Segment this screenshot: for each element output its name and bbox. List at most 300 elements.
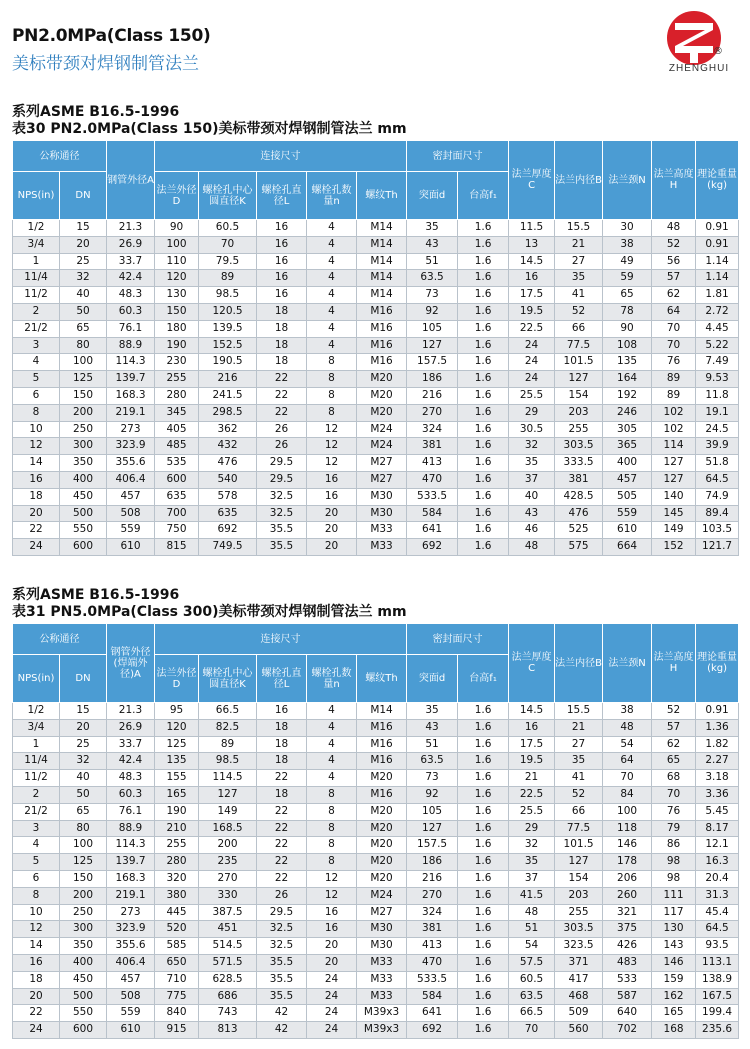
table-cell: 35 [555, 753, 603, 770]
table-cell: 76 [652, 354, 696, 371]
table-cell: 70 [603, 770, 652, 787]
table-cell: 270 [199, 870, 257, 887]
table-cell: 20.4 [696, 870, 739, 887]
table-cell: 32 [60, 270, 107, 287]
table-cell: 216 [407, 387, 458, 404]
table-cell: 468 [555, 988, 603, 1005]
table-cell: 203 [555, 404, 603, 421]
table-cell: 101.5 [555, 837, 603, 854]
table-cell: 381 [407, 438, 458, 455]
table-cell: M24 [357, 887, 407, 904]
table-cell: 400 [603, 455, 652, 472]
table-cell: 1.6 [458, 354, 509, 371]
table-cell: 165 [155, 786, 199, 803]
table-cell: 1.6 [458, 303, 509, 320]
table-cell: 22 [257, 870, 307, 887]
table-cell: 154 [555, 870, 603, 887]
table-cell: 121.7 [696, 539, 739, 556]
table-cell: 305 [603, 421, 652, 438]
table-cell: 1 [13, 253, 60, 270]
table-row [13, 220, 739, 237]
table-cell: 77.5 [555, 337, 603, 354]
table-cell: 5.22 [696, 337, 739, 354]
table-cell: 24.5 [696, 421, 739, 438]
table-row [13, 803, 739, 820]
table-cell: 33.7 [107, 253, 155, 270]
table-cell: 255 [155, 837, 199, 854]
table-cell: 150 [60, 870, 107, 887]
table-cell: 20 [60, 236, 107, 253]
table-cell: 3.36 [696, 786, 739, 803]
table-row [13, 354, 739, 371]
table-cell: 280 [155, 854, 199, 871]
table-cell: 24 [509, 354, 555, 371]
table-cell: 63.5 [509, 988, 555, 1005]
table-cell: 1.6 [458, 938, 509, 955]
table-cell: 813 [199, 1022, 257, 1039]
table-cell: 48 [603, 719, 652, 736]
table-cell: 1.6 [458, 971, 509, 988]
table-cell: 14.5 [509, 703, 555, 720]
table-cell: 120 [155, 719, 199, 736]
table-cell: 150 [155, 303, 199, 320]
table-cell: 65 [652, 753, 696, 770]
table-cell: 1.6 [458, 421, 509, 438]
table-cell: 42 [257, 1022, 307, 1039]
table-cell: 255 [155, 371, 199, 388]
table-row [13, 703, 739, 720]
table-cell: 509 [555, 1005, 603, 1022]
table-cell: 157.5 [407, 354, 458, 371]
table-cell: 12 [13, 438, 60, 455]
table-cell: 11/2 [13, 770, 60, 787]
table-cell: 33.7 [107, 736, 155, 753]
th-pipe-od: 钢管外径(焊端外径)A [107, 624, 155, 703]
th-nps: NPS(in) [13, 172, 60, 220]
table-cell: 1/2 [13, 703, 60, 720]
table-row [13, 1022, 739, 1039]
table-cell: 80 [60, 820, 107, 837]
table-cell: 125 [60, 854, 107, 871]
table-cell: M33 [357, 522, 407, 539]
table-row [13, 287, 739, 304]
table-cell: 578 [199, 488, 257, 505]
table-cell: 210 [155, 820, 199, 837]
table-cell: 20 [307, 539, 357, 556]
table-cell: 130 [652, 921, 696, 938]
table-cell: 559 [107, 1005, 155, 1022]
table-cell: 54 [603, 736, 652, 753]
table-cell: 1.6 [458, 1005, 509, 1022]
table-cell: 48 [652, 220, 696, 237]
table-cell: 8 [13, 887, 60, 904]
table-cell: 26 [257, 887, 307, 904]
table-cell: 10 [13, 421, 60, 438]
table-cell: 230 [155, 354, 199, 371]
table-cell: 1.6 [458, 887, 509, 904]
table-cell: 219.1 [107, 887, 155, 904]
table-cell: 66 [555, 803, 603, 820]
table-cell: 4.45 [696, 320, 739, 337]
table-cell: 64.5 [696, 921, 739, 938]
table-cell: 11/4 [13, 753, 60, 770]
table-cell: 514.5 [199, 938, 257, 955]
table-cell: 37 [509, 870, 555, 887]
table-row [13, 539, 739, 556]
table-cell: 1.6 [458, 1022, 509, 1039]
table-cell: 457 [107, 488, 155, 505]
table-cell: 139.7 [107, 371, 155, 388]
th-f1: 台高f₁ [458, 655, 509, 703]
table-cell: 199.4 [696, 1005, 739, 1022]
table-cell: 77.5 [555, 820, 603, 837]
table-cell: 149 [199, 803, 257, 820]
table-cell: 16 [307, 488, 357, 505]
table-row [13, 1005, 739, 1022]
table-cell: 60.3 [107, 786, 155, 803]
logo-text: ZHENGHUI [668, 63, 730, 74]
th-face-d: 突面d [407, 655, 458, 703]
table-cell: M20 [357, 770, 407, 787]
table-cell: 508 [107, 988, 155, 1005]
table-cell: 52 [555, 303, 603, 320]
th-b: 法兰内径B [555, 624, 603, 703]
table-cell: 168.3 [107, 387, 155, 404]
table-cell: 127 [407, 820, 458, 837]
table-cell: 26.9 [107, 236, 155, 253]
table-cell: 1.14 [696, 270, 739, 287]
table-cell: 70 [652, 320, 696, 337]
table-cell: 4 [13, 354, 60, 371]
table-cell: 250 [60, 904, 107, 921]
table-cell: 300 [60, 921, 107, 938]
table-cell: 21/2 [13, 320, 60, 337]
table-cell: 587 [603, 988, 652, 1005]
table-cell: 381 [555, 471, 603, 488]
table-cell: 21 [509, 770, 555, 787]
table30-series: 系列ASME B16.5-1996 [12, 104, 180, 120]
table-cell: 74.9 [696, 488, 739, 505]
table-cell: 20 [307, 954, 357, 971]
table-cell: 76.1 [107, 320, 155, 337]
table-cell: 60.5 [509, 971, 555, 988]
table-cell: 610 [107, 539, 155, 556]
table-cell: 42.4 [107, 753, 155, 770]
table-cell: 1.6 [458, 404, 509, 421]
table-cell: 560 [555, 1022, 603, 1039]
table-cell: 380 [155, 887, 199, 904]
table-cell: M14 [357, 270, 407, 287]
table-cell: 457 [107, 971, 155, 988]
table-cell: 321 [603, 904, 652, 921]
table-cell: 11/4 [13, 270, 60, 287]
table-cell: M20 [357, 371, 407, 388]
table-cell: 152.5 [199, 337, 257, 354]
th-n: 法兰颈N [603, 141, 652, 220]
table-cell: M16 [357, 320, 407, 337]
table-cell: 16 [307, 471, 357, 488]
table-cell: 323.9 [107, 438, 155, 455]
table-cell: 79.5 [199, 253, 257, 270]
table-cell: 3 [13, 337, 60, 354]
table-cell: 8 [307, 837, 357, 854]
table-cell: M16 [357, 786, 407, 803]
table-cell: 483 [603, 954, 652, 971]
table-cell: 476 [199, 455, 257, 472]
table-cell: 12 [307, 870, 357, 887]
table-cell: 686 [199, 988, 257, 1005]
table-cell: 88.9 [107, 820, 155, 837]
table-cell: 500 [60, 988, 107, 1005]
table-cell: 60.5 [199, 220, 257, 237]
table-cell: 4 [307, 270, 357, 287]
th-thread: 螺纹Th [357, 172, 407, 220]
table-cell: 1.6 [458, 253, 509, 270]
table-cell: M20 [357, 837, 407, 854]
table-cell: 273 [107, 904, 155, 921]
table-cell: 164 [603, 371, 652, 388]
table-cell: 190 [155, 803, 199, 820]
table-cell: 2 [13, 303, 60, 320]
table-cell: 20 [307, 522, 357, 539]
table-cell: 16 [257, 703, 307, 720]
table-cell: 42.4 [107, 270, 155, 287]
table-cell: 22 [257, 837, 307, 854]
table-cell: 20 [13, 505, 60, 522]
table-cell: 1.6 [458, 870, 509, 887]
table-cell: 323.5 [555, 938, 603, 955]
table-cell: 64 [603, 753, 652, 770]
table-cell: 571.5 [199, 954, 257, 971]
table-cell: 533.5 [407, 488, 458, 505]
table-cell: 5 [13, 371, 60, 388]
table-cell: 70 [199, 236, 257, 253]
table-cell: 540 [199, 471, 257, 488]
table-cell: 273 [107, 421, 155, 438]
table-cell: 86 [652, 837, 696, 854]
table-cell: 14 [13, 455, 60, 472]
table-cell: 89 [652, 387, 696, 404]
table-cell: 18 [13, 488, 60, 505]
table-cell: 8 [307, 820, 357, 837]
table-cell: 29.5 [257, 471, 307, 488]
table-row [13, 736, 739, 753]
th-thread: 螺纹Th [357, 655, 407, 703]
table-cell: 216 [199, 371, 257, 388]
th-c: 法兰厚度C [509, 624, 555, 703]
table-cell: 1.6 [458, 719, 509, 736]
table-cell: 700 [155, 505, 199, 522]
table-cell: 89 [199, 736, 257, 753]
table-row [13, 719, 739, 736]
table-cell: 135 [155, 753, 199, 770]
table-cell: 100 [60, 354, 107, 371]
table-cell: 24 [307, 1005, 357, 1022]
table-row [13, 770, 739, 787]
table30-title: 表30 PN2.0MPa(Class 150)美标带颈对焊钢制管法兰 mm [12, 121, 407, 137]
table-cell: 406.4 [107, 471, 155, 488]
table-cell: 22 [257, 820, 307, 837]
table-cell: 29.5 [257, 455, 307, 472]
table-cell: 1.6 [458, 371, 509, 388]
table-cell: 355.6 [107, 455, 155, 472]
table-cell: 406.4 [107, 954, 155, 971]
table-cell: 600 [60, 1022, 107, 1039]
table-cell: M30 [357, 938, 407, 955]
table-cell: 1/2 [13, 220, 60, 237]
table-cell: 641 [407, 1005, 458, 1022]
table-cell: 303.5 [555, 438, 603, 455]
table-cell: 157.5 [407, 837, 458, 854]
table-cell: 100 [155, 236, 199, 253]
table-cell: 103.5 [696, 522, 739, 539]
table-cell: 525 [555, 522, 603, 539]
table-cell: 154 [555, 387, 603, 404]
th-seal: 密封面尺寸 [407, 624, 509, 655]
table31-title: 表31 PN5.0MPa(Class 300)美标带颈对焊钢制管法兰 mm [12, 604, 407, 620]
page-title: PN2.0MPa(Class 150) [12, 26, 211, 46]
table-cell: 19.1 [696, 404, 739, 421]
table-cell: 4 [307, 320, 357, 337]
table-cell: 102 [652, 421, 696, 438]
table-cell: 135 [603, 354, 652, 371]
table-cell: 12 [307, 887, 357, 904]
table-cell: 16 [509, 719, 555, 736]
table-cell: 56 [652, 253, 696, 270]
table-cell: 42 [257, 1005, 307, 1022]
th-pipe-od: 钢管外径A [107, 141, 155, 220]
table-cell: 350 [60, 938, 107, 955]
table-cell: 105 [407, 803, 458, 820]
table-cell: 19.5 [509, 303, 555, 320]
table-cell: 387.5 [199, 904, 257, 921]
table-cell: 476 [555, 505, 603, 522]
table-cell: 127 [555, 371, 603, 388]
table-cell: 470 [407, 954, 458, 971]
table-cell: 14.5 [509, 253, 555, 270]
table-cell: 550 [60, 522, 107, 539]
table-cell: 39.9 [696, 438, 739, 455]
table-cell: 26 [257, 438, 307, 455]
table-cell: 79 [652, 820, 696, 837]
table-row [13, 954, 739, 971]
table-cell: 255 [555, 421, 603, 438]
table-cell: 32.5 [257, 938, 307, 955]
table-cell: 1.6 [458, 736, 509, 753]
table-cell: 260 [603, 887, 652, 904]
table-cell: 1.14 [696, 253, 739, 270]
table-cell: 750 [155, 522, 199, 539]
table-cell: 300 [60, 438, 107, 455]
table-cell: 533 [603, 971, 652, 988]
table-cell: 1.36 [696, 719, 739, 736]
table-cell: 14 [13, 938, 60, 955]
table-cell: 159 [652, 971, 696, 988]
table-cell: 60.3 [107, 303, 155, 320]
table-cell: 51.8 [696, 455, 739, 472]
table-cell: M16 [357, 337, 407, 354]
table-row [13, 904, 739, 921]
table-cell: 1.6 [458, 770, 509, 787]
table-cell: 18 [257, 786, 307, 803]
table-cell: 365 [603, 438, 652, 455]
table-cell: M39x3 [357, 1022, 407, 1039]
table-cell: 63.5 [407, 270, 458, 287]
table-row [13, 488, 739, 505]
table-cell: 76.1 [107, 803, 155, 820]
table-cell: 1.81 [696, 287, 739, 304]
th-nps: NPS(in) [13, 655, 60, 703]
table-cell: 57 [652, 270, 696, 287]
table-cell: 22 [257, 803, 307, 820]
table-cell: 52 [652, 236, 696, 253]
table-cell: 1.6 [458, 954, 509, 971]
table-cell: M16 [357, 753, 407, 770]
th-d-flange: 法兰外径D [155, 655, 199, 703]
table-cell: 1.6 [458, 220, 509, 237]
table-row [13, 471, 739, 488]
table-cell: 355.6 [107, 938, 155, 955]
table-cell: M39x3 [357, 1005, 407, 1022]
table-cell: 66 [555, 320, 603, 337]
table-cell: 575 [555, 539, 603, 556]
table-cell: M30 [357, 488, 407, 505]
table-cell: 12 [307, 421, 357, 438]
table-cell: 38 [603, 236, 652, 253]
table-cell: 52 [555, 786, 603, 803]
table-cell: M20 [357, 803, 407, 820]
table-cell: 101.5 [555, 354, 603, 371]
table-cell: 584 [407, 988, 458, 1005]
table-row [13, 921, 739, 938]
table-cell: 118 [603, 820, 652, 837]
table-cell: 17.5 [509, 736, 555, 753]
table-row [13, 820, 739, 837]
table-row [13, 371, 739, 388]
table-cell: 192 [603, 387, 652, 404]
table-cell: 24 [307, 988, 357, 1005]
table-cell: 89 [652, 371, 696, 388]
table-cell: 9.53 [696, 371, 739, 388]
table-cell: 35 [555, 270, 603, 287]
table-cell: 143 [652, 938, 696, 955]
table-cell: 8 [307, 371, 357, 388]
table-cell: 457 [603, 471, 652, 488]
table-cell: 559 [107, 522, 155, 539]
table-cell: 43 [407, 719, 458, 736]
table-cell: 65 [603, 287, 652, 304]
table-cell: 16 [257, 220, 307, 237]
table-cell: 4 [307, 220, 357, 237]
table-cell: 4 [307, 303, 357, 320]
table-cell: 32 [509, 438, 555, 455]
table-cell: M14 [357, 220, 407, 237]
table-cell: 16 [257, 253, 307, 270]
table-cell: 111 [652, 887, 696, 904]
table-cell: 200 [60, 887, 107, 904]
table-cell: 775 [155, 988, 199, 1005]
table-cell: 4 [307, 236, 357, 253]
table-cell: M24 [357, 421, 407, 438]
table-row [13, 870, 739, 887]
table-cell: 11/2 [13, 287, 60, 304]
table-cell: 1.6 [458, 703, 509, 720]
table-cell: 485 [155, 438, 199, 455]
table-cell: 29 [509, 820, 555, 837]
table-cell: 15 [60, 703, 107, 720]
table-cell: 400 [60, 471, 107, 488]
table-cell: 1.6 [458, 438, 509, 455]
